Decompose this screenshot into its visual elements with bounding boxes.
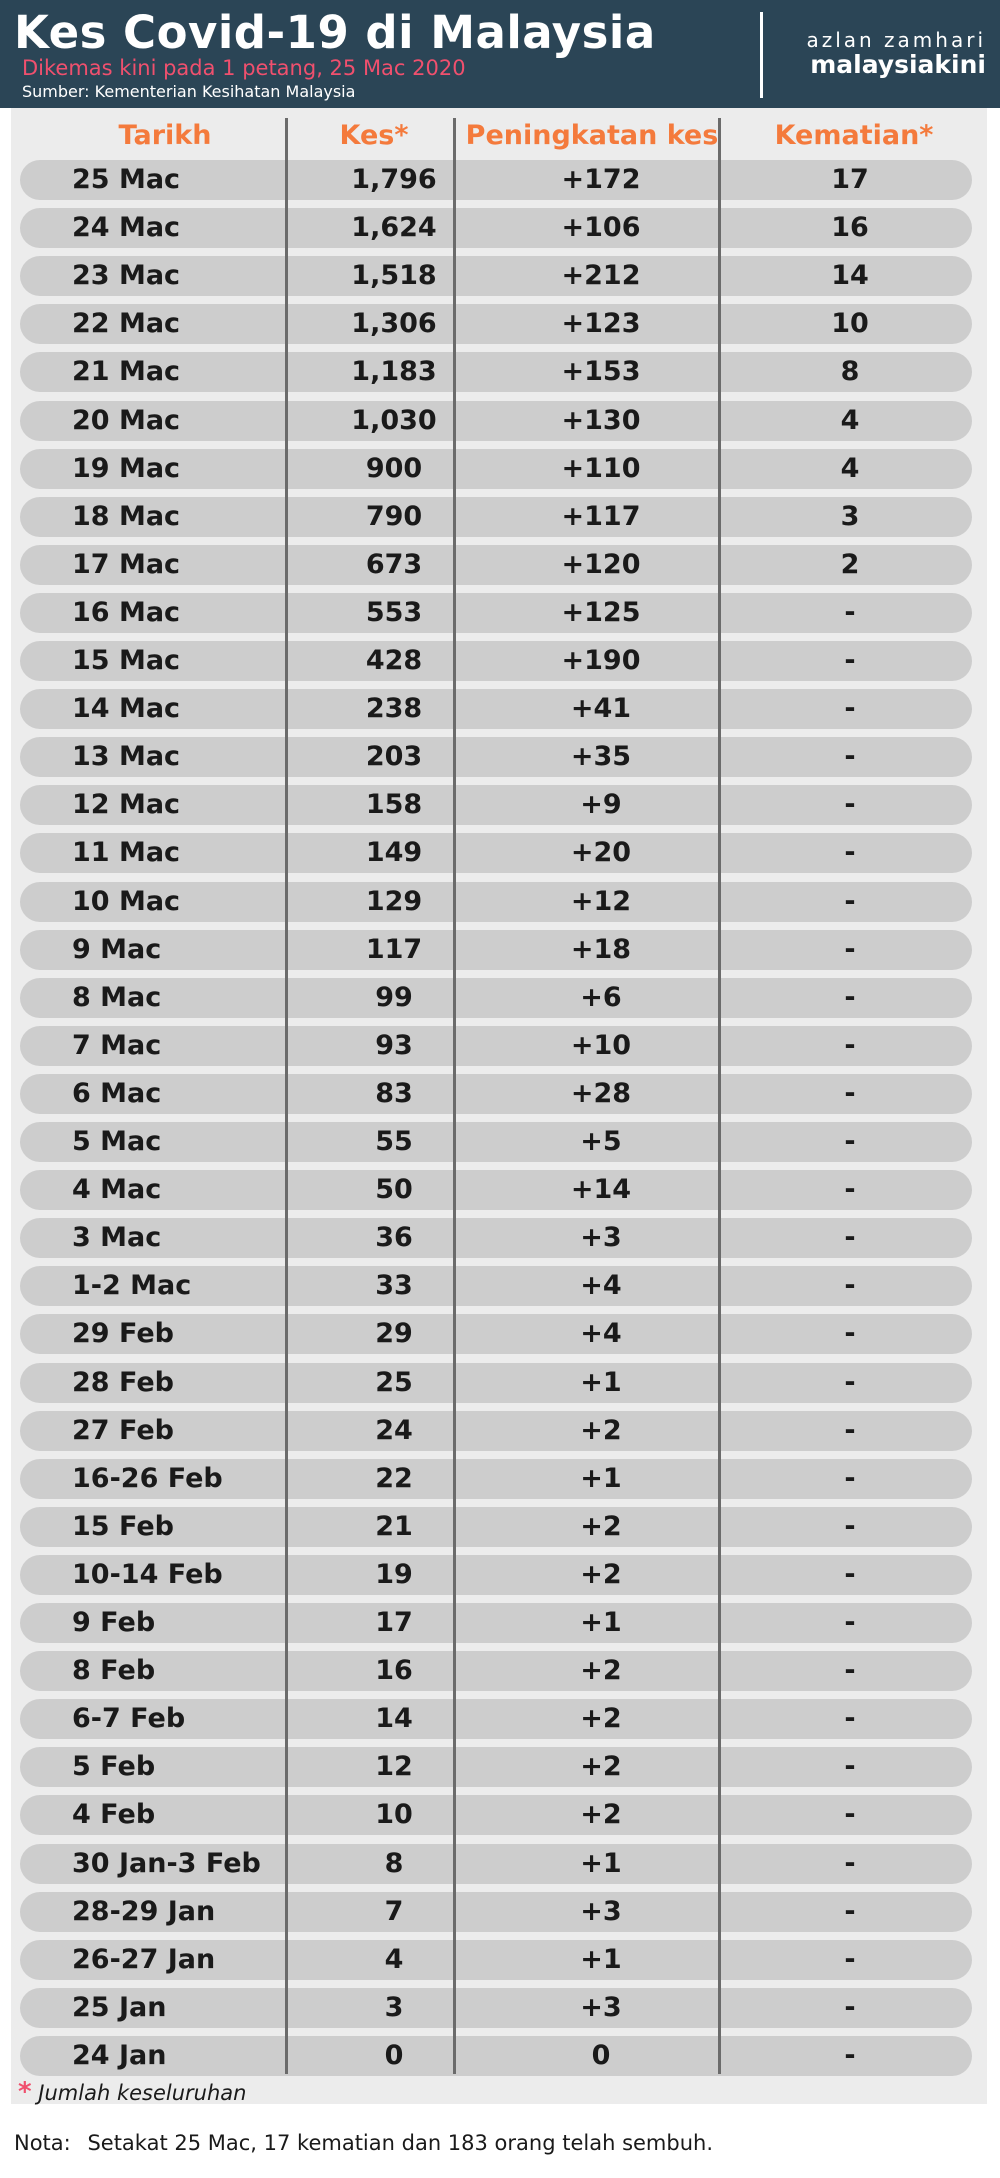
cell-increase: +123 [561, 308, 641, 339]
cell-cases: 16 [375, 1655, 413, 1686]
cell-increase: +2 [580, 1559, 622, 1590]
table-row [20, 1314, 972, 1354]
cell-date: 25 Jan [72, 1992, 167, 2023]
cell-increase: +1 [580, 1944, 622, 1975]
cell-date: 21 Mac [72, 356, 181, 387]
cell-increase: +172 [561, 164, 641, 195]
footnote [18, 2077, 246, 2107]
column-divider [453, 118, 456, 2074]
cell-cases: 55 [375, 1126, 413, 1157]
table-row [20, 1459, 972, 1499]
cell-cases: 25 [375, 1367, 413, 1398]
cell-date: 9 Feb [72, 1607, 156, 1638]
table-row [20, 1411, 972, 1451]
cell-date: 16 Mac [72, 597, 181, 628]
cell-cases: 158 [365, 789, 423, 820]
cell-date: 15 Mac [72, 645, 181, 676]
cell-deaths: - [844, 1078, 856, 1109]
cell-increase: +5 [580, 1126, 622, 1157]
cell-increase: +1 [580, 1463, 622, 1494]
cell-increase: +117 [561, 501, 641, 532]
table-row [20, 593, 972, 633]
table-row [20, 160, 972, 200]
table-row [20, 1170, 972, 1210]
table-row [20, 352, 972, 392]
author-name: azlan zamhari [806, 28, 986, 52]
cell-increase: +2 [580, 1703, 622, 1734]
cell-deaths: - [844, 693, 856, 724]
cell-deaths: - [844, 1318, 856, 1349]
table-row [20, 1651, 972, 1691]
cell-deaths: - [844, 1222, 856, 1253]
cell-date: 24 Jan [72, 2040, 167, 2071]
cell-date: 12 Mac [72, 789, 181, 820]
cell-deaths: - [844, 1030, 856, 1061]
cell-increase: +2 [580, 1751, 622, 1782]
column-header-date: Tarikh [118, 120, 212, 151]
cell-cases: 129 [365, 886, 423, 917]
cell-increase: +6 [580, 982, 622, 1013]
cell-increase: +212 [561, 260, 641, 291]
footnote-text: Jumlah keseluruhan [38, 2081, 247, 2105]
cell-date: 4 Mac [72, 1174, 162, 1205]
table-row [20, 545, 972, 585]
cell-increase: +190 [561, 645, 641, 676]
cell-deaths: - [844, 645, 856, 676]
cell-deaths: - [844, 1799, 856, 1830]
cell-date: 10 Mac [72, 886, 181, 917]
table-row [20, 930, 972, 970]
table-row [20, 1555, 972, 1595]
cell-date: 8 Mac [72, 982, 162, 1013]
cell-deaths: - [844, 1703, 856, 1734]
cell-increase: +1 [580, 1607, 622, 1638]
cell-cases: 203 [365, 741, 423, 772]
cell-increase: +2 [580, 1511, 622, 1542]
cell-deaths: - [844, 741, 856, 772]
cell-deaths: - [844, 1944, 856, 1975]
cell-cases: 50 [375, 1174, 413, 1205]
cell-increase: +1 [580, 1848, 622, 1879]
cell-increase: +130 [561, 405, 641, 436]
cell-deaths: 14 [831, 260, 869, 291]
cell-deaths: - [844, 1848, 856, 1879]
cell-increase: +2 [580, 1799, 622, 1830]
cell-cases: 33 [375, 1270, 413, 1301]
cell-deaths: - [844, 1511, 856, 1542]
note [14, 2128, 713, 2158]
cell-cases: 21 [375, 1511, 413, 1542]
table-row [20, 1940, 972, 1980]
cell-date: 15 Feb [72, 1511, 174, 1542]
cell-deaths: - [844, 982, 856, 1013]
source-credit: Sumber: Kementerian Kesihatan Malaysia [22, 82, 356, 101]
cell-cases: 17 [375, 1607, 413, 1638]
cell-date: 13 Mac [72, 741, 181, 772]
cell-cases: 14 [375, 1703, 413, 1734]
cell-increase: +9 [580, 789, 622, 820]
cell-date: 23 Mac [72, 260, 181, 291]
cell-deaths: - [844, 1559, 856, 1590]
cell-cases: 1,518 [351, 260, 437, 291]
table-row [20, 882, 972, 922]
column-divider [718, 118, 721, 2074]
column-header-increase: Peningkatan kes [465, 120, 719, 151]
cell-cases: 22 [375, 1463, 413, 1494]
cell-cases: 238 [365, 693, 423, 724]
cell-deaths: 4 [840, 405, 860, 436]
cell-cases: 1,796 [351, 164, 437, 195]
column-divider [285, 118, 288, 2074]
column-header-cases: Kes* [339, 120, 409, 151]
cell-deaths: - [844, 1463, 856, 1494]
table-row [20, 1844, 972, 1884]
cell-increase: +14 [570, 1174, 632, 1205]
cell-deaths: - [844, 1655, 856, 1686]
cell-deaths: 17 [831, 164, 869, 195]
cell-increase: +28 [570, 1078, 632, 1109]
brand-divider [760, 12, 763, 98]
cell-cases: 4 [384, 1944, 404, 1975]
brand-logo: malaysiakini [810, 50, 986, 79]
cell-increase: +106 [561, 212, 641, 243]
cell-deaths: - [844, 1896, 856, 1927]
cell-date: 10-14 Feb [72, 1559, 223, 1590]
cell-date: 27 Feb [72, 1415, 174, 1446]
table-row [20, 1363, 972, 1403]
table-row [20, 1122, 972, 1162]
cell-deaths: 16 [831, 212, 869, 243]
table-row [20, 256, 972, 296]
cell-date: 26-27 Jan [72, 1944, 216, 1975]
cell-deaths: - [844, 2040, 856, 2071]
cell-cases: 149 [365, 837, 423, 868]
cell-deaths: - [844, 1367, 856, 1398]
table-row [20, 1218, 972, 1258]
cell-date: 28-29 Jan [72, 1896, 216, 1927]
cell-deaths: - [844, 1126, 856, 1157]
cell-date: 16-26 Feb [72, 1463, 223, 1494]
cell-deaths: - [844, 789, 856, 820]
cell-date: 25 Mac [72, 164, 181, 195]
table-row [20, 401, 972, 441]
cell-increase: +4 [580, 1318, 622, 1349]
table-row [20, 449, 972, 489]
cell-deaths: - [844, 1174, 856, 1205]
cell-increase: +4 [580, 1270, 622, 1301]
cell-date: 1-2 Mac [72, 1270, 192, 1301]
cell-date: 18 Mac [72, 501, 181, 532]
asterisk-marker: * [18, 2077, 32, 2107]
cell-increase: +3 [580, 1896, 622, 1927]
cell-deaths: - [844, 1607, 856, 1638]
cell-cases: 36 [375, 1222, 413, 1253]
cell-date: 29 Feb [72, 1318, 174, 1349]
cell-cases: 1,183 [351, 356, 437, 387]
cell-cases: 1,030 [351, 405, 437, 436]
cell-cases: 93 [375, 1030, 413, 1061]
cell-date: 9 Mac [72, 934, 162, 965]
cell-increase: +2 [580, 1415, 622, 1446]
cell-date: 6-7 Feb [72, 1703, 186, 1734]
cell-date: 6 Mac [72, 1078, 162, 1109]
page-title: Kes Covid-19 di Malaysia [14, 6, 656, 59]
table-row [20, 1507, 972, 1547]
cell-cases: 8 [384, 1848, 404, 1879]
cell-deaths: 3 [840, 501, 860, 532]
table-row [20, 641, 972, 681]
cell-cases: 1,306 [351, 308, 437, 339]
cell-date: 14 Mac [72, 693, 181, 724]
table-row [20, 1026, 972, 1066]
cell-deaths: 4 [840, 453, 860, 484]
cell-increase: +18 [570, 934, 632, 965]
cell-cases: 900 [365, 453, 423, 484]
cell-date: 17 Mac [72, 549, 181, 580]
cell-increase: +41 [570, 693, 632, 724]
cell-date: 8 Feb [72, 1655, 156, 1686]
updated-timestamp: Dikemas kini pada 1 petang, 25 Mac 2020 [22, 56, 466, 80]
table-row [20, 1603, 972, 1643]
table-row [20, 2036, 972, 2076]
cell-cases: 29 [375, 1318, 413, 1349]
cell-deaths: - [844, 597, 856, 628]
cell-cases: 83 [375, 1078, 413, 1109]
cell-deaths: - [844, 1751, 856, 1782]
cell-date: 22 Mac [72, 308, 181, 339]
cell-increase: +3 [580, 1992, 622, 2023]
cell-cases: 12 [375, 1751, 413, 1782]
cell-increase: +2 [580, 1655, 622, 1686]
cell-deaths: 8 [840, 356, 860, 387]
cell-cases: 24 [375, 1415, 413, 1446]
cell-date: 4 Feb [72, 1799, 156, 1830]
cell-increase: +125 [561, 597, 641, 628]
cell-increase: +20 [570, 837, 632, 868]
cell-increase: +10 [570, 1030, 632, 1061]
cell-deaths: - [844, 886, 856, 917]
cell-date: 5 Feb [72, 1751, 156, 1782]
cell-date: 3 Mac [72, 1222, 162, 1253]
table-row [20, 1747, 972, 1787]
cell-increase: +1 [580, 1367, 622, 1398]
cell-date: 5 Mac [72, 1126, 162, 1157]
cell-cases: 1,624 [351, 212, 437, 243]
header-banner [0, 0, 1000, 108]
cell-increase: +35 [570, 741, 632, 772]
table-row [20, 737, 972, 777]
table-row [20, 689, 972, 729]
table-row [20, 1074, 972, 1114]
cell-cases: 673 [365, 549, 423, 580]
cell-cases: 3 [384, 1992, 404, 2023]
table-row [20, 1266, 972, 1306]
cell-increase: 0 [591, 2040, 611, 2071]
cell-increase: +110 [561, 453, 641, 484]
cell-deaths: 2 [840, 549, 860, 580]
cell-deaths: - [844, 1270, 856, 1301]
cell-cases: 0 [384, 2040, 404, 2071]
cell-date: 20 Mac [72, 405, 181, 436]
cell-cases: 428 [365, 645, 423, 676]
table-row [20, 978, 972, 1018]
cell-date: 11 Mac [72, 837, 181, 868]
cell-date: 19 Mac [72, 453, 181, 484]
cell-deaths: - [844, 934, 856, 965]
cell-increase: +12 [570, 886, 632, 917]
table-row [20, 1892, 972, 1932]
cell-cases: 7 [384, 1896, 404, 1927]
table-row [20, 833, 972, 873]
cell-increase: +153 [561, 356, 641, 387]
table-row [20, 785, 972, 825]
table-row [20, 1988, 972, 2028]
cell-date: 24 Mac [72, 212, 181, 243]
cell-deaths: - [844, 1992, 856, 2023]
cell-increase: +3 [580, 1222, 622, 1253]
cell-cases: 553 [365, 597, 423, 628]
note-label: Nota: [14, 2131, 71, 2155]
cell-date: 28 Feb [72, 1367, 174, 1398]
cell-cases: 117 [365, 934, 423, 965]
note-text: Setakat 25 Mac, 17 kematian dan 183 orang telah sembuh. [87, 2131, 714, 2155]
cell-cases: 10 [375, 1799, 413, 1830]
cell-date: 30 Jan-3 Feb [72, 1848, 261, 1879]
cell-deaths: - [844, 837, 856, 868]
cell-cases: 99 [375, 982, 413, 1013]
cell-date: 7 Mac [72, 1030, 162, 1061]
cell-deaths: - [844, 1415, 856, 1446]
column-header-deaths: Kematian* [774, 120, 934, 151]
cell-deaths: 10 [831, 308, 869, 339]
cell-increase: +120 [561, 549, 641, 580]
table-row [20, 1699, 972, 1739]
table-row [20, 208, 972, 248]
cell-cases: 790 [365, 501, 423, 532]
cell-cases: 19 [375, 1559, 413, 1590]
table-row [20, 304, 972, 344]
table-row [20, 1795, 972, 1835]
table-row [20, 497, 972, 537]
